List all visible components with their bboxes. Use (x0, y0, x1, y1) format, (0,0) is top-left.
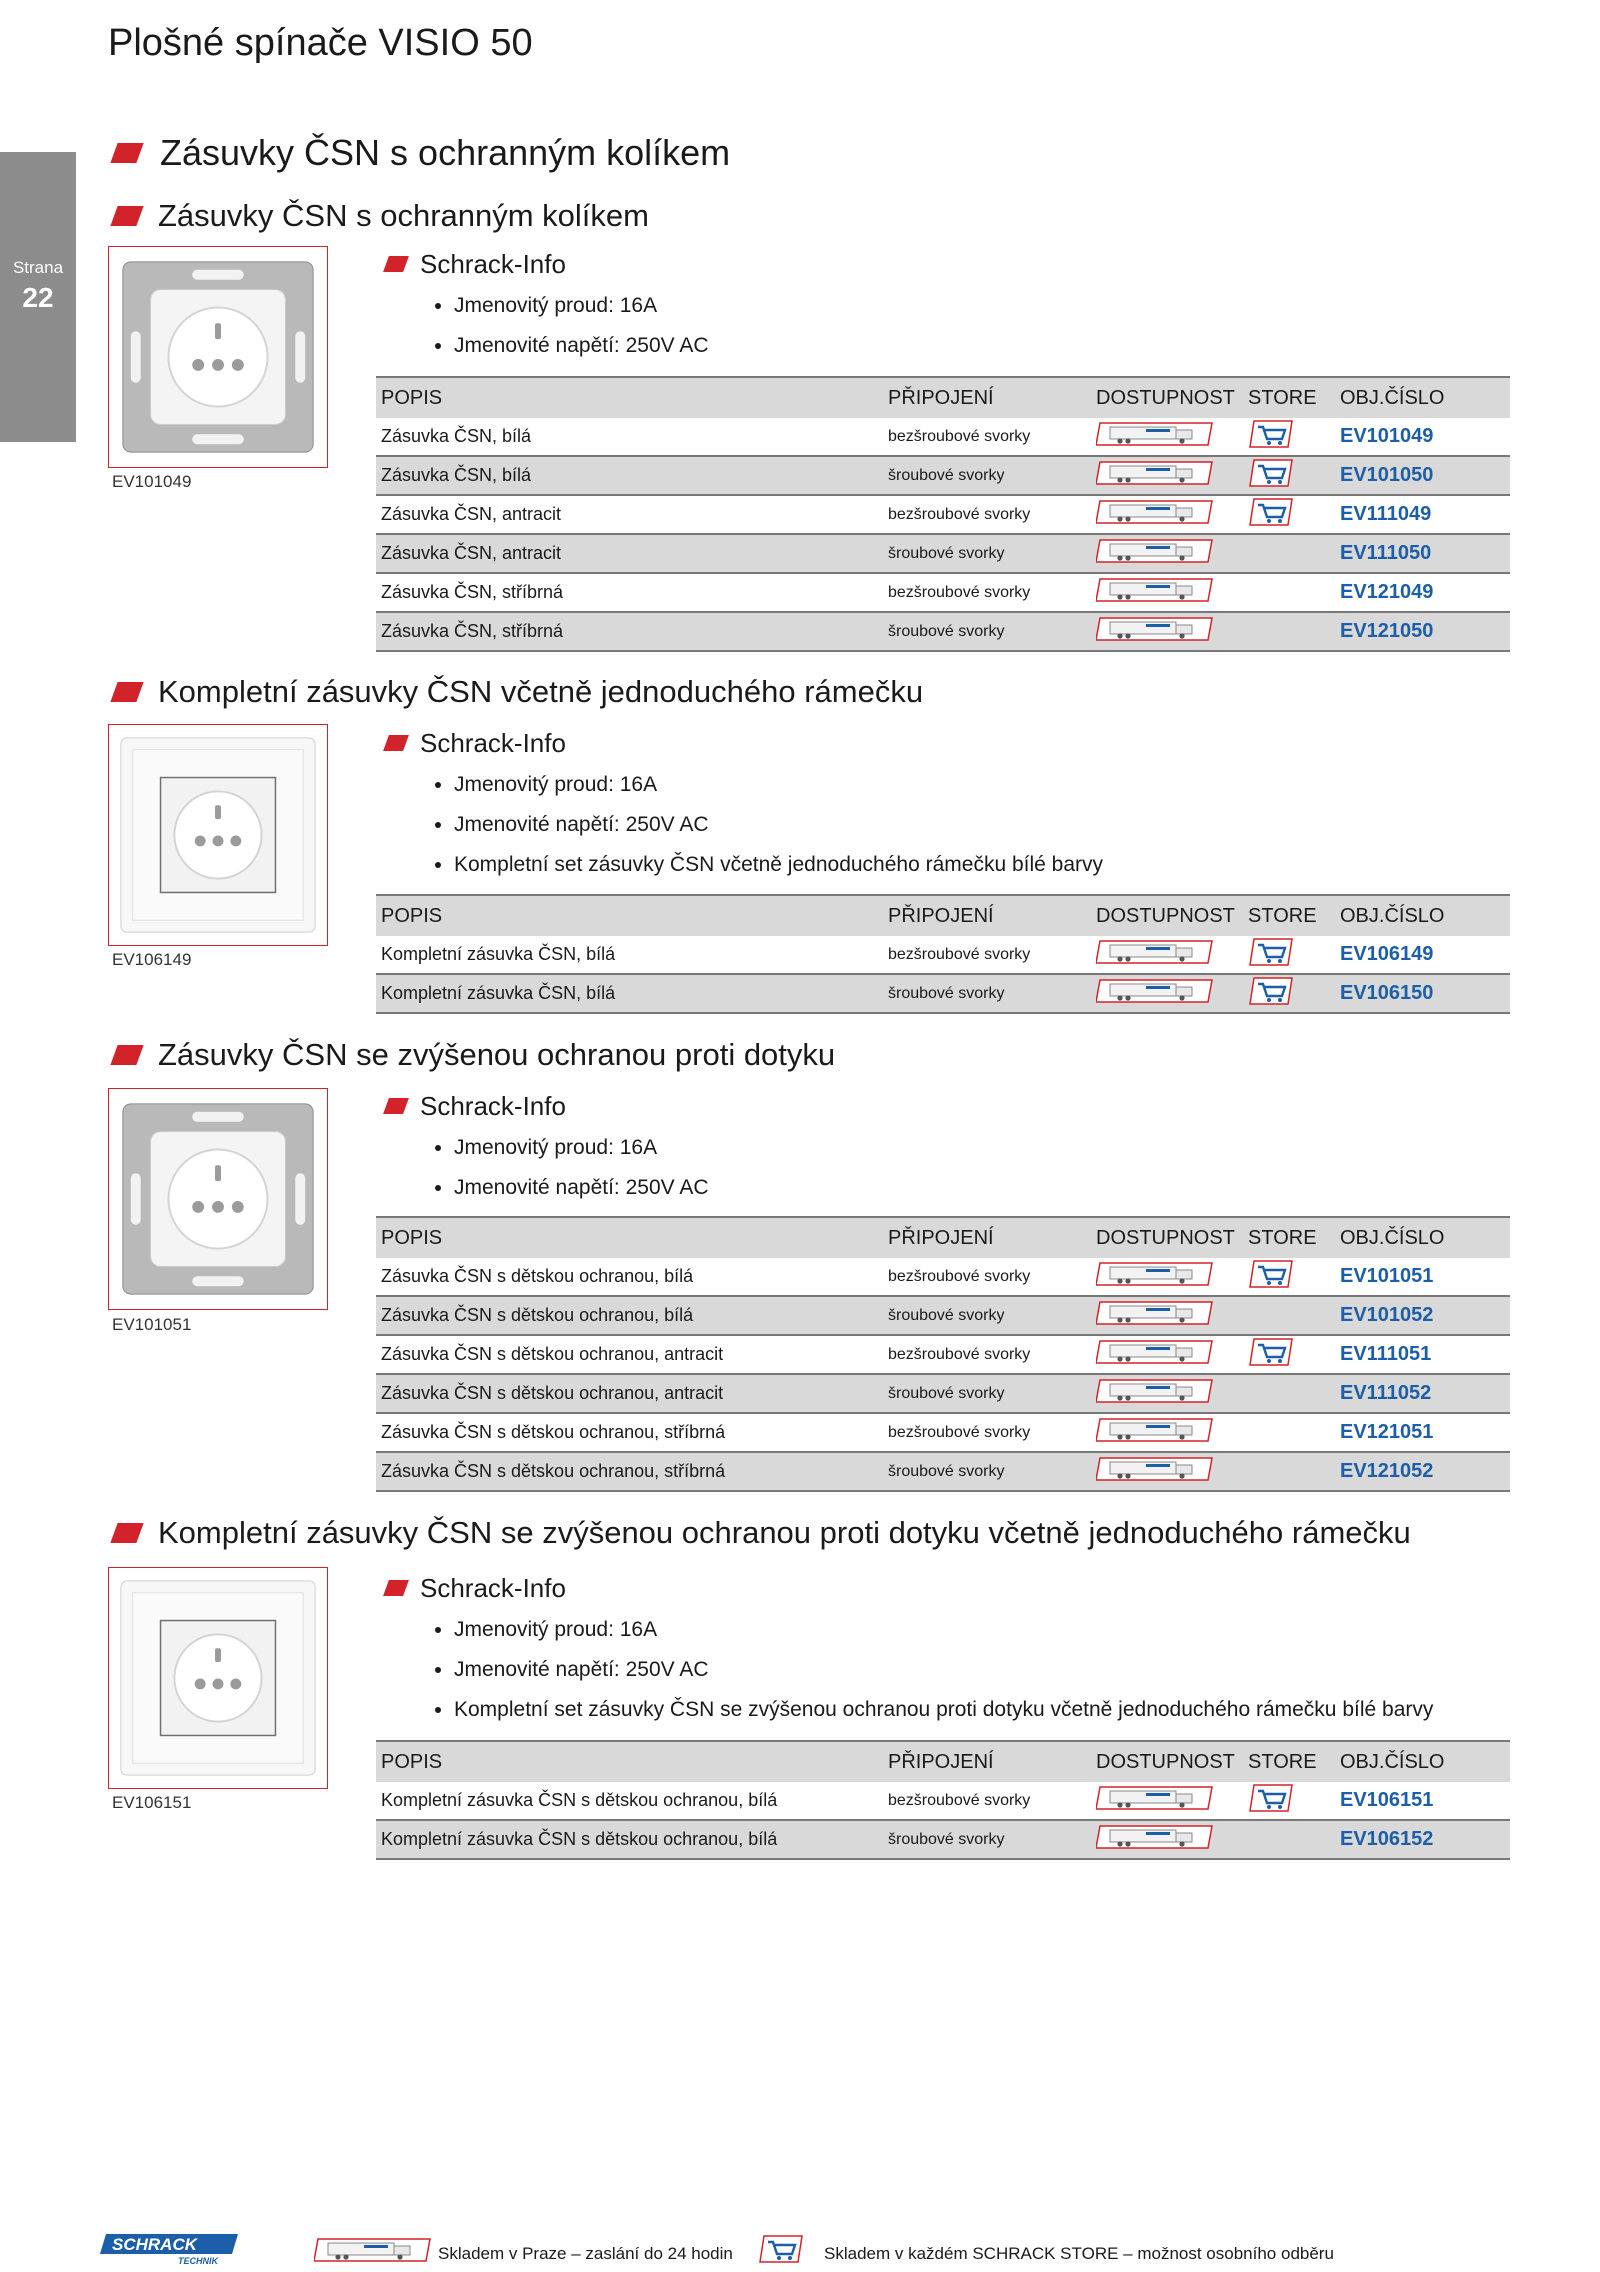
red-square-icon (383, 735, 409, 751)
cell-popis: Zásuvka ČSN s dětskou ochranou, stříbrná (376, 1413, 883, 1452)
cell-popis: Zásuvka ČSN s dětskou ochranou, stříbrná (376, 1452, 883, 1491)
product-image (108, 1088, 328, 1310)
schrack-logo (100, 2232, 240, 2271)
section-title (114, 1515, 1411, 1551)
section-title-text: Kompletní zásuvky ČSN včetně jednoduchého rámečku (158, 674, 924, 709)
cart-icon (758, 2234, 804, 2269)
cell-order-code[interactable]: EV106150 (1335, 974, 1510, 1013)
cell-order-code[interactable]: EV111051 (1335, 1335, 1510, 1374)
cell-pripojeni: bezšroubové svorky (883, 1335, 1091, 1374)
cell-store (1243, 495, 1335, 534)
cell-popis: Zásuvka ČSN, bílá (376, 418, 883, 456)
truck-icon (1096, 1428, 1214, 1448)
table-header-row (376, 1217, 1510, 1258)
cell-dostupnost (1091, 573, 1243, 612)
col-store-header: STORE (1243, 1217, 1335, 1258)
product-table (376, 894, 1510, 1014)
truck-icon (1096, 1796, 1214, 1816)
cell-popis: Kompletní zásuvka ČSN s dětskou ochranou, bílá (376, 1820, 883, 1859)
cell-pripojeni: bezšroubové svorky (883, 1413, 1091, 1452)
cell-store (1243, 1258, 1335, 1296)
truck-icon (314, 2236, 432, 2269)
info-list (386, 1610, 1433, 1730)
page-number: 22 (22, 282, 54, 313)
info-list (386, 1128, 709, 1208)
table-row (376, 1413, 1510, 1452)
cell-order-code[interactable]: EV121051 (1335, 1413, 1510, 1452)
cell-dostupnost (1091, 1258, 1243, 1296)
col-store-header: STORE (1243, 1741, 1335, 1782)
cell-store (1243, 1782, 1335, 1820)
cart-icon (1248, 1273, 1294, 1293)
table-row (376, 1296, 1510, 1335)
schrack-info-title: Schrack-Info (420, 1572, 566, 1603)
table-row (376, 1782, 1510, 1820)
product-image (108, 246, 328, 468)
product-image (108, 1567, 328, 1789)
truck-icon (1096, 1350, 1214, 1370)
section-title-text: Zásuvky ČSN s ochranným kolíkem (158, 198, 649, 233)
legend-truck-text: Skladem v Praze – zaslání do 24 hodin (438, 2244, 733, 2263)
cell-popis: Zásuvka ČSN, stříbrná (376, 573, 883, 612)
cell-store (1243, 456, 1335, 495)
cell-dostupnost (1091, 1296, 1243, 1335)
cell-popis: Zásuvka ČSN s dětskou ochranou, antracit (376, 1335, 883, 1374)
col-dostupnost-header: DOSTUPNOST (1091, 1217, 1243, 1258)
table-row (376, 1335, 1510, 1374)
truck-icon (1096, 1311, 1214, 1331)
cell-store (1243, 1296, 1335, 1335)
product-table (376, 1216, 1510, 1492)
cell-pripojeni: šroubové svorky (883, 1452, 1091, 1491)
col-dostupnost-header: DOSTUPNOST (1091, 895, 1243, 936)
schrack-info (386, 1572, 1433, 1730)
truck-icon (1096, 950, 1214, 970)
cart-icon (1248, 990, 1294, 1010)
cell-dostupnost (1091, 1335, 1243, 1374)
cell-dostupnost (1091, 534, 1243, 573)
truck-icon (1096, 588, 1214, 608)
info-item: • Jmenovitý proud: 16A (454, 1128, 709, 1168)
cell-store (1243, 573, 1335, 612)
cell-store (1243, 1452, 1335, 1491)
col-obj-header: OBJ.ČÍSLO (1335, 1217, 1510, 1258)
col-dostupnost-header: DOSTUPNOST (1091, 377, 1243, 418)
cell-order-code[interactable]: EV101050 (1335, 456, 1510, 495)
cell-pripojeni: bezšroubové svorky (883, 1258, 1091, 1296)
info-item: • Jmenovité napětí: 250V AC (454, 1650, 1433, 1690)
cell-order-code[interactable]: EV121049 (1335, 573, 1510, 612)
info-item: • Jmenovitý proud: 16A (454, 765, 1103, 805)
cart-icon (1248, 511, 1294, 531)
cell-order-code[interactable]: EV121050 (1335, 612, 1510, 651)
section-title-text: Zásuvky ČSN se zvýšenou ochranou proti dotyku (158, 1037, 836, 1072)
info-item: • Kompletní set zásuvky ČSN se zvýšenou ochranou proti dotyku včetně jednoduchého rámečku bílé barvy (454, 1690, 1433, 1730)
product-image-code: EV106149 (112, 950, 192, 969)
footer (0, 2232, 1600, 2272)
cell-popis: Kompletní zásuvka ČSN, bílá (376, 974, 883, 1013)
col-popis-header: POPIS (376, 895, 883, 936)
schrack-info-heading (386, 248, 709, 280)
cell-popis: Zásuvka ČSN s dětskou ochranou, antracit (376, 1374, 883, 1413)
col-obj-header: OBJ.ČÍSLO (1335, 377, 1510, 418)
cell-pripojeni: bezšroubové svorky (883, 495, 1091, 534)
section-title (114, 1037, 835, 1073)
cell-popis: Kompletní zásuvka ČSN, bílá (376, 936, 883, 974)
cell-popis: Zásuvka ČSN, bílá (376, 456, 883, 495)
col-pripojeni-header: PŘIPOJENÍ (883, 895, 1091, 936)
table-row (376, 495, 1510, 534)
col-popis-header: POPIS (376, 1741, 883, 1782)
table-row (376, 1452, 1510, 1491)
schrack-info-heading (386, 1090, 709, 1122)
red-square-icon (110, 206, 143, 226)
col-dostupnost-header: DOSTUPNOST (1091, 1741, 1243, 1782)
truck-icon (1096, 1467, 1214, 1487)
red-square-icon (383, 1580, 409, 1596)
cell-pripojeni: bezšroubové svorky (883, 1782, 1091, 1820)
cart-icon (1248, 1797, 1294, 1817)
table-row (376, 1374, 1510, 1413)
cell-dostupnost (1091, 936, 1243, 974)
schrack-info (386, 1090, 709, 1208)
schrack-info-heading (386, 1572, 1433, 1604)
cell-pripojeni: šroubové svorky (883, 974, 1091, 1013)
product-image-code: EV106151 (112, 1793, 192, 1812)
cell-order-code[interactable]: EV111050 (1335, 534, 1510, 573)
cell-pripojeni: bezšroubové svorky (883, 418, 1091, 456)
cell-store (1243, 1335, 1335, 1374)
product-image-code: EV101051 (112, 1315, 192, 1334)
cell-dostupnost (1091, 1820, 1243, 1859)
cell-order-code[interactable]: EV106151 (1335, 1782, 1510, 1820)
col-pripojeni-header: PŘIPOJENÍ (883, 377, 1091, 418)
red-square-icon (110, 1045, 143, 1065)
col-popis-header: POPIS (376, 1217, 883, 1258)
main-heading-text: Zásuvky ČSN s ochranným kolíkem (160, 132, 731, 173)
truck-icon (1096, 471, 1214, 491)
cell-dostupnost (1091, 1413, 1243, 1452)
cell-pripojeni: šroubové svorky (883, 1296, 1091, 1335)
col-store-header: STORE (1243, 895, 1335, 936)
cell-order-code[interactable]: EV106149 (1335, 936, 1510, 974)
red-square-icon (383, 256, 409, 272)
schrack-info (386, 248, 709, 366)
page-title: Plošné spínače VISIO 50 (108, 22, 533, 64)
red-square-icon (110, 143, 143, 163)
cell-pripojeni: bezšroubové svorky (883, 936, 1091, 974)
cell-popis: Kompletní zásuvka ČSN s dětskou ochranou, bílá (376, 1782, 883, 1820)
cell-pripojeni: bezšroubové svorky (883, 573, 1091, 612)
cell-order-code[interactable]: EV106152 (1335, 1820, 1510, 1859)
cell-dostupnost (1091, 1452, 1243, 1491)
product-table (376, 376, 1510, 652)
info-item: • Jmenovité napětí: 250V AC (454, 805, 1103, 845)
cell-store (1243, 534, 1335, 573)
logo-text: SCHRACK (112, 2235, 197, 2254)
info-item: • Jmenovité napětí: 250V AC (454, 1168, 709, 1208)
cell-dostupnost (1091, 495, 1243, 534)
cart-icon (1248, 1351, 1294, 1371)
table-row (376, 1820, 1510, 1859)
col-pripojeni-header: PŘIPOJENÍ (883, 1741, 1091, 1782)
cell-order-code[interactable]: EV111052 (1335, 1374, 1510, 1413)
cell-pripojeni: šroubové svorky (883, 612, 1091, 651)
col-popis-header: POPIS (376, 377, 883, 418)
cell-dostupnost (1091, 612, 1243, 651)
section-title (114, 674, 923, 710)
cell-pripojeni: šroubové svorky (883, 1820, 1091, 1859)
cell-order-code[interactable]: EV101052 (1335, 1296, 1510, 1335)
cell-store (1243, 1820, 1335, 1859)
schrack-info (386, 727, 1103, 885)
truck-icon (1096, 627, 1214, 647)
table-row (376, 1258, 1510, 1296)
schrack-info-title: Schrack-Info (420, 727, 566, 758)
cell-store (1243, 418, 1335, 456)
table-row (376, 612, 1510, 651)
truck-icon (1096, 1835, 1214, 1855)
cell-pripojeni: šroubové svorky (883, 1374, 1091, 1413)
table-row (376, 936, 1510, 974)
table-row (376, 418, 1510, 456)
cell-dostupnost (1091, 974, 1243, 1013)
cell-order-code[interactable]: EV101049 (1335, 418, 1510, 456)
cell-pripojeni: šroubové svorky (883, 534, 1091, 573)
cell-popis: Zásuvka ČSN, antracit (376, 534, 883, 573)
cell-store (1243, 612, 1335, 651)
info-list (386, 286, 709, 366)
red-square-icon (110, 682, 143, 702)
red-square-icon (383, 1098, 409, 1114)
table-row (376, 974, 1510, 1013)
cart-icon (1248, 433, 1294, 453)
cell-dostupnost (1091, 418, 1243, 456)
cell-store (1243, 936, 1335, 974)
logo-sub-text: TECHNIK (178, 2256, 218, 2266)
col-obj-header: OBJ.ČÍSLO (1335, 895, 1510, 936)
cell-store (1243, 1374, 1335, 1413)
cell-dostupnost (1091, 456, 1243, 495)
red-square-icon (110, 1523, 143, 1543)
cell-dostupnost (1091, 1374, 1243, 1413)
schrack-info-heading (386, 727, 1103, 759)
info-list (386, 765, 1103, 885)
cell-order-code[interactable]: EV111049 (1335, 495, 1510, 534)
table-row (376, 456, 1510, 495)
truck-icon (1096, 1389, 1214, 1409)
page-tab (0, 152, 76, 442)
table-row (376, 534, 1510, 573)
truck-icon (1096, 1272, 1214, 1292)
col-obj-header: OBJ.ČÍSLO (1335, 1741, 1510, 1782)
info-item: • Jmenovitý proud: 16A (454, 286, 709, 326)
truck-icon (1096, 989, 1214, 1009)
product-image (108, 724, 328, 946)
table-header-row (376, 1741, 1510, 1782)
schrack-info-title: Schrack-Info (420, 1090, 566, 1121)
col-store-header: STORE (1243, 377, 1335, 418)
schrack-info-title: Schrack-Info (420, 248, 566, 279)
product-table (376, 1740, 1510, 1860)
col-pripojeni-header: PŘIPOJENÍ (883, 1217, 1091, 1258)
truck-icon (1096, 510, 1214, 530)
cell-store (1243, 974, 1335, 1013)
page-tab-label: Strana (12, 258, 64, 277)
cell-pripojeni: šroubové svorky (883, 456, 1091, 495)
cart-icon (1248, 472, 1294, 492)
truck-icon (1096, 432, 1214, 452)
info-item: • Jmenovitý proud: 16A (454, 1610, 1433, 1650)
cell-order-code[interactable]: EV101051 (1335, 1258, 1510, 1296)
cell-popis: Zásuvka ČSN, antracit (376, 495, 883, 534)
cell-popis: Zásuvka ČSN s dětskou ochranou, bílá (376, 1258, 883, 1296)
cell-popis: Zásuvka ČSN s dětskou ochranou, bílá (376, 1296, 883, 1335)
product-image-code: EV101049 (112, 472, 192, 491)
main-heading (114, 132, 730, 174)
table-header-row (376, 377, 1510, 418)
truck-icon (1096, 549, 1214, 569)
legend-store-text: Skladem v každém SCHRACK STORE – možnost osobního odběru (824, 2244, 1334, 2263)
table-row (376, 573, 1510, 612)
cell-dostupnost (1091, 1782, 1243, 1820)
table-header-row (376, 895, 1510, 936)
info-item: • Kompletní set zásuvky ČSN včetně jednoduchého rámečku bílé barvy (454, 845, 1103, 885)
cart-icon (1248, 951, 1294, 971)
cell-store (1243, 1413, 1335, 1452)
cell-popis: Zásuvka ČSN, stříbrná (376, 612, 883, 651)
cell-order-code[interactable]: EV121052 (1335, 1452, 1510, 1491)
info-item: • Jmenovité napětí: 250V AC (454, 326, 709, 366)
section-title-text: Kompletní zásuvky ČSN se zvýšenou ochranou proti dotyku včetně jednoduchého rámečku (158, 1515, 1411, 1550)
section-title (114, 198, 649, 234)
